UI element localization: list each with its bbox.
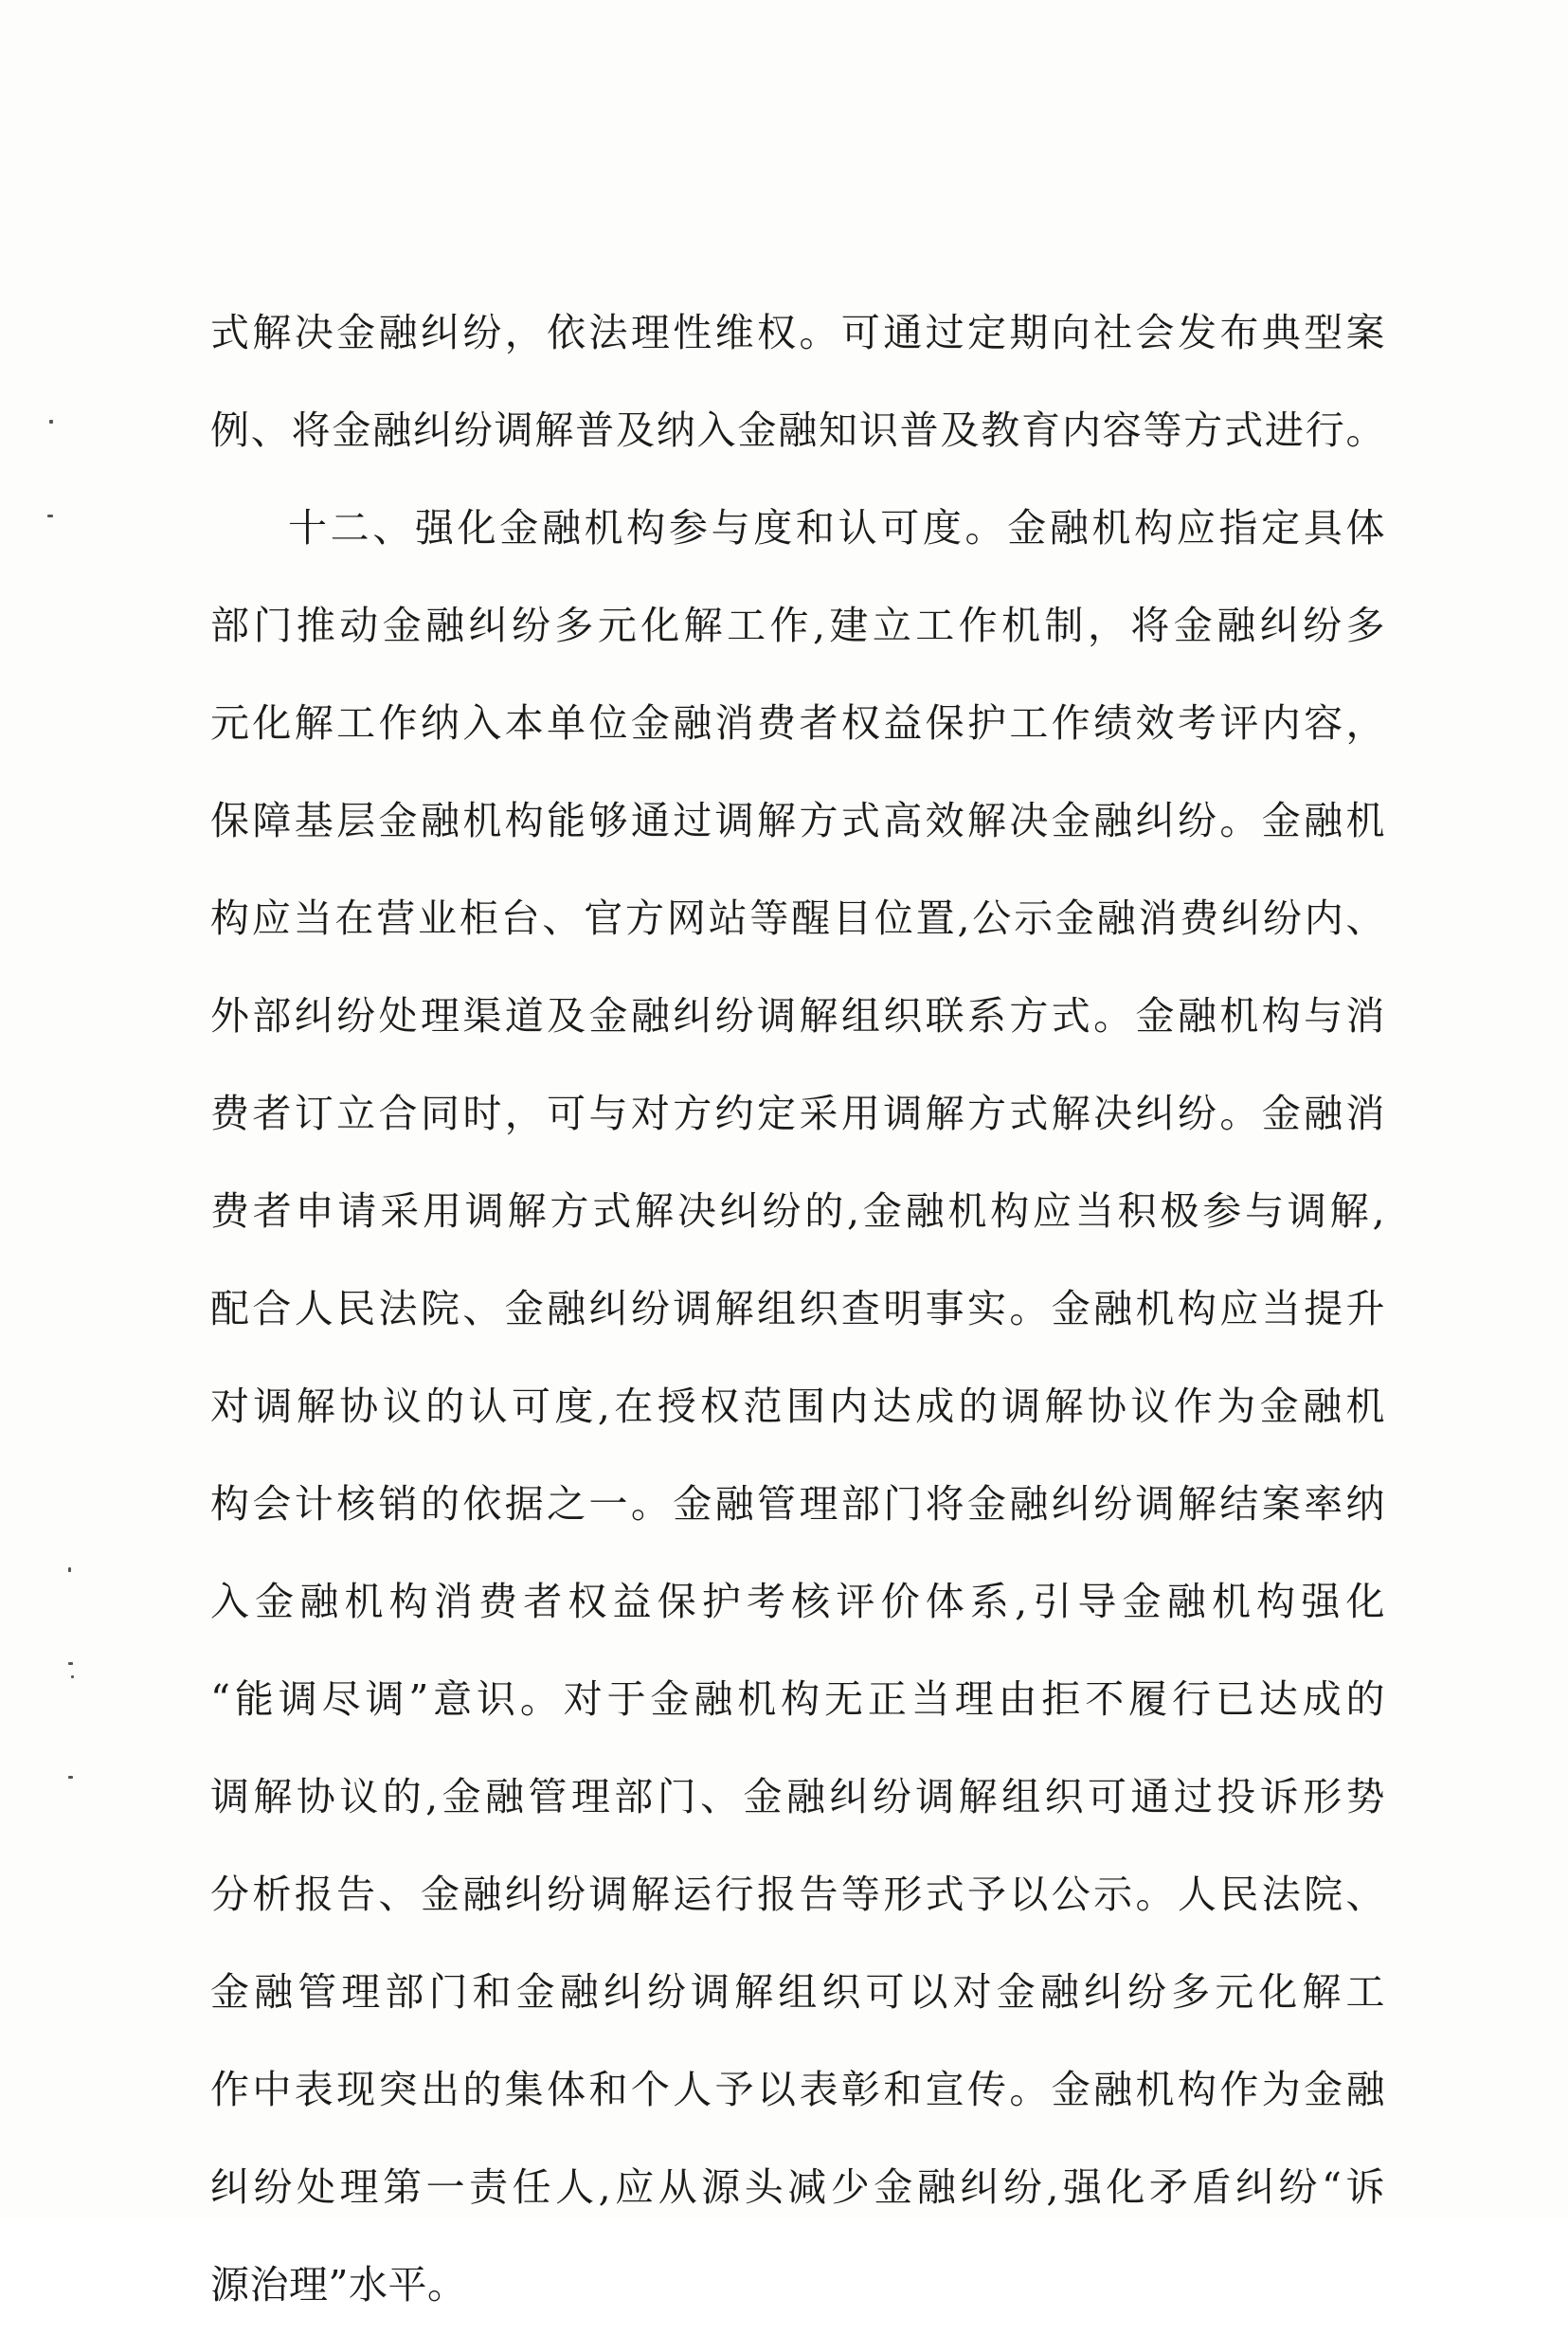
text-line: 分析报告、金融纠纷调解运行报告等形式予以公示。人民法院、 [210, 1872, 1385, 1917]
text-line: 配合人民法院、金融纠纷调解组织查明事实。金融机构应当提升 [210, 1286, 1385, 1331]
text-line: 调解协议的,金融管理部门、金融纠纷调解组织可通过投诉形势 [210, 1774, 1385, 1819]
scan-speck [68, 1662, 73, 1665]
text-line: 例、将金融纠纷调解普及纳入金融知识普及教育内容等方式进行。 [210, 407, 1385, 453]
scan-speck [68, 1776, 73, 1779]
text-line: 部门推动金融纠纷多元化解工作,建立工作机制，将金融纠纷多 [210, 603, 1385, 648]
scan-speck [49, 420, 53, 424]
text-line: 纠纷处理第一责任人,应从源头减少金融纠纷,强化矛盾纠纷“诉 [210, 2164, 1385, 2210]
text-line: 费者申请采用调解方式解决纠纷的,金融机构应当积极参与调解, [210, 1188, 1385, 1234]
text-line: 金融管理部门和金融纠纷调解组织可以对金融纠纷多元化解工 [210, 1969, 1385, 2015]
body-text [210, 284, 1385, 2334]
text-line: 费者订立合同时，可与对方约定采用调解方式解决纠纷。金融消 [210, 1091, 1385, 1136]
text-line: 构应当在营业柜台、官方网站等醒目位置,公示金融消费纠纷内、 [210, 896, 1385, 941]
scan-speck [47, 515, 53, 517]
text-line: 外部纠纷处理渠道及金融纠纷调解组织联系方式。金融机构与消 [210, 993, 1385, 1039]
text-line: 元化解工作纳入本单位金融消费者权益保护工作绩效考评内容， [210, 700, 1385, 746]
text-line: 作中表现突出的集体和个人予以表彰和宣传。金融机构作为金融 [210, 2067, 1385, 2112]
text-line: “能调尽调”意识。对于金融机构无正当理由拒不履行已达成的 [210, 1676, 1385, 1722]
text-line: 构会计核销的依据之一。金融管理部门将金融纠纷调解结案率纳 [210, 1481, 1385, 1527]
scan-speck [68, 1567, 71, 1572]
text-line: 保障基层金融机构能够通过调解方式高效解决金融纠纷。金融机 [210, 798, 1385, 843]
text-line: 源治理”水平。 [210, 2262, 467, 2307]
section-heading-line: 十二、强化金融机构参与度和认可度。金融机构应指定具体 [288, 505, 1385, 551]
text-line: 入金融机构消费者权益保护考核评价体系,引导金融机构强化 [210, 1579, 1385, 1624]
text-line: 对调解协议的认可度,在授权范围内达成的调解协议作为金融机 [210, 1384, 1385, 1429]
scan-speck [71, 1675, 74, 1678]
text-line: 式解决金融纠纷，依法理性维权。可通过定期向社会发布典型案 [210, 310, 1385, 355]
